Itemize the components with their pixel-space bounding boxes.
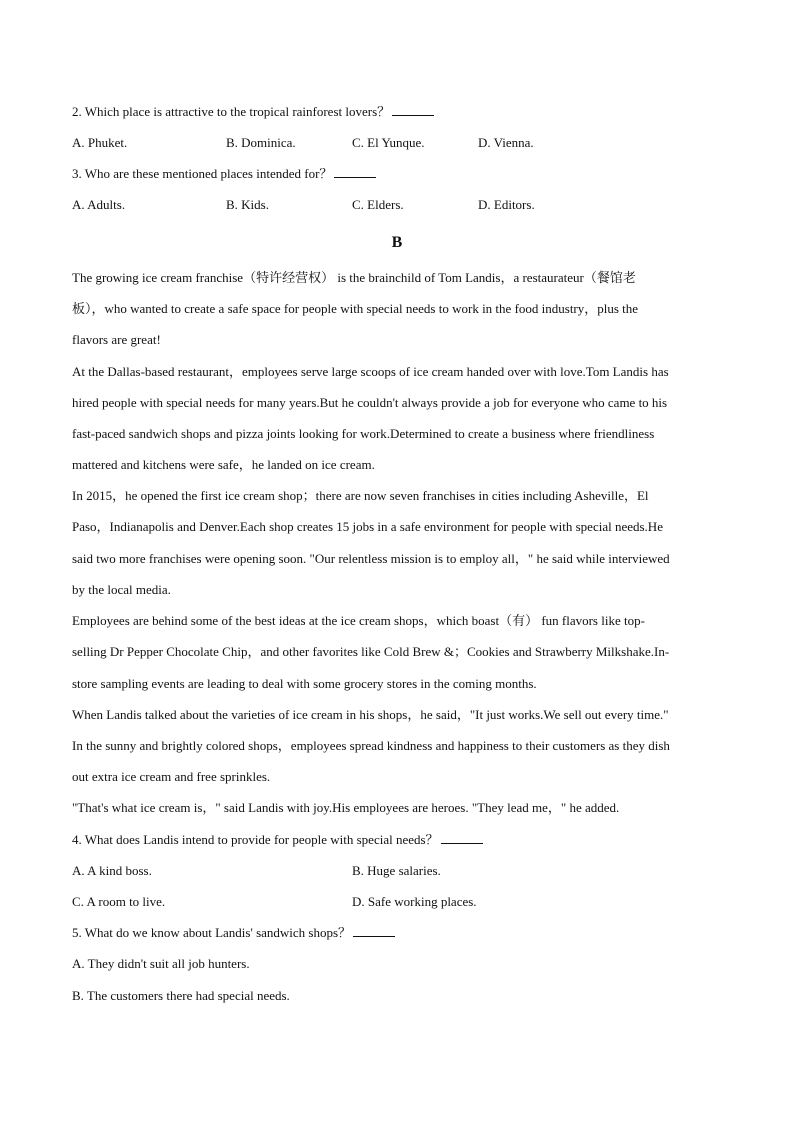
passage-line: flavors are great! <box>72 332 161 347</box>
answer-blank <box>441 833 483 844</box>
passage-line: At the Dallas-based restaurant，employees serve large scoops of ice cream handed over with love.Tom Landis has <box>72 364 669 379</box>
passage-line: When Landis talked about the varieties of ice cream in his shops，he said，"It just works.We sell out every time." <box>72 707 669 722</box>
question-5 <box>72 925 395 941</box>
q4-option-c: C. A room to live. <box>72 894 166 909</box>
q5-option-b: B. The customers there had special needs. <box>72 988 290 1003</box>
section-title: B <box>391 234 403 251</box>
answer-blank <box>334 167 376 178</box>
question-3 <box>72 166 376 182</box>
question-4-stem: 4. What does Landis intend to provide for people with special needs？ <box>72 832 439 847</box>
q4-option-d: D. Safe working places. <box>352 894 477 909</box>
q5-option-a: A. They didn't suit all job hunters. <box>72 956 250 971</box>
q3-option-d: D. Editors. <box>478 197 535 212</box>
q2-option-c: C. El Yunque. <box>352 135 425 150</box>
passage-line: Paso，Indianapolis and Denver.Each shop creates 15 jobs in a safe environment for people with special needs.He <box>72 519 663 534</box>
q4-option-b: B. Huge salaries. <box>352 863 441 878</box>
passage-line: by the local media. <box>72 582 171 597</box>
question-5-stem: 5. What do we know about Landis' sandwich shops？ <box>72 925 352 940</box>
passage-line: mattered and kitchens were safe，he landed on ice cream. <box>72 457 375 472</box>
passage-line: selling Dr Pepper Chocolate Chip，and other favorites like Cold Brew &；Cookies and Strawberry Milkshake.In- <box>72 644 670 659</box>
passage-line: said two more franchises were opening soon. "Our relentless mission is to employ all，" he said while interviewed <box>72 551 670 566</box>
q2-option-a: A. Phuket. <box>72 135 128 150</box>
passage-line: out extra ice cream and free sprinkles. <box>72 769 271 784</box>
question-3-stem: 3. Who are these mentioned places intended for？ <box>72 166 333 181</box>
q4-option-a: A. A kind boss. <box>72 863 152 878</box>
q3-option-b: B. Kids. <box>226 197 269 212</box>
question-4 <box>72 832 483 848</box>
passage-line: Employees are behind some of the best ideas at the ice cream shops，which boast（有） fun flavors like top- <box>72 613 645 628</box>
passage-line: In 2015，he opened the first ice cream shop；there are now seven franchises in cities including Asheville，El <box>72 488 649 503</box>
q3-option-c: C. Elders. <box>352 197 404 212</box>
passage-line: fast-paced sandwich shops and pizza joints looking for work.Determined to create a business where friendliness <box>72 426 655 441</box>
q3-option-a: A. Adults. <box>72 197 126 212</box>
passage-line: 板），who wanted to create a safe space for people with special needs to work in the food industry，plus the <box>72 301 639 316</box>
q2-option-d: D. Vienna. <box>478 135 534 150</box>
q2-option-b: B. Dominica. <box>226 135 296 150</box>
passage-line: In the sunny and brightly colored shops，employees spread kindness and happiness to their customers as they dish <box>72 738 670 753</box>
passage-line: hired people with special needs for many years.But he couldn't always provide a job for everyone who came to his <box>72 395 668 410</box>
passage-line: The growing ice cream franchise（特许经营权） is the brainchild of Tom Landis，a restaurateur（餐馆老 <box>72 270 636 285</box>
passage-line: store sampling events are leading to deal with some grocery stores in the coming months. <box>72 676 537 691</box>
passage-line: "That's what ice cream is，" said Landis with joy.His employees are heroes. "They lead me，" he added. <box>72 800 620 815</box>
question-2 <box>72 104 434 120</box>
answer-blank <box>353 926 395 937</box>
answer-blank <box>392 105 434 116</box>
question-2-stem: 2. Which place is attractive to the tropical rainforest lovers？ <box>72 104 391 119</box>
